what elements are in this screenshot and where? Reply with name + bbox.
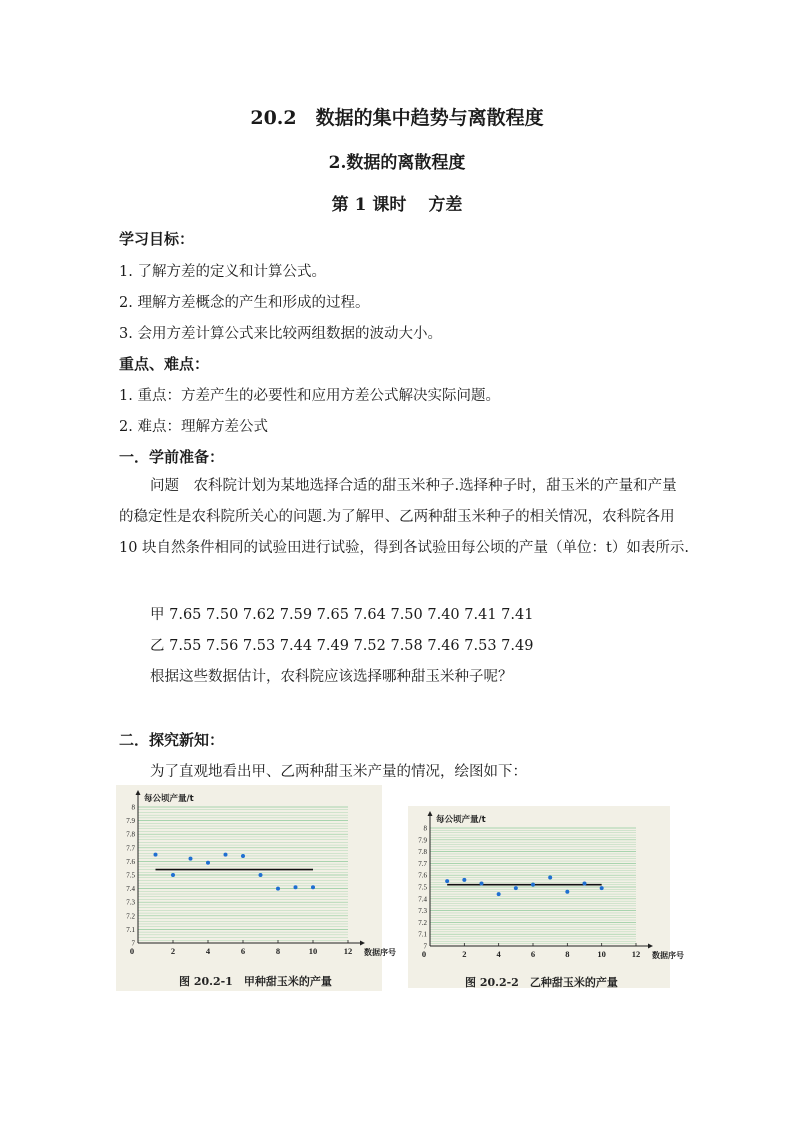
data-point xyxy=(548,876,552,880)
key-item-2: 2. 难点：理解方差公式 xyxy=(119,419,268,435)
y-tick-label: 7.7 xyxy=(418,859,427,868)
key-item-1: 1. 重点：方差产生的必要性和应用方差公式解决实际问题。 xyxy=(119,388,500,404)
figure-chart-2 xyxy=(408,806,684,988)
goals-heading: 学习目标： xyxy=(119,230,195,248)
question-text: 根据这些数据估计，农科院应该选择哪种甜玉米种子呢？ xyxy=(150,669,513,685)
goal-item-2: 2. 理解方差概念的产生和形成的过程。 xyxy=(119,295,370,311)
lesson-number: 第 1 课时 xyxy=(331,195,407,215)
y-axis-label: 每公顷产量/t xyxy=(436,815,486,825)
y-tick-label: 7.5 xyxy=(126,871,135,880)
prep-heading: 一．学前准备： xyxy=(119,448,225,466)
y-axis-label: 每公顷产量/t xyxy=(144,794,194,804)
goal-item-1: 1. 了解方差的定义和计算公式。 xyxy=(119,264,326,280)
y-tick-label: 7.5 xyxy=(418,883,427,892)
x-tick-label: 6 xyxy=(240,946,246,956)
y-tick-label: 7.4 xyxy=(126,885,135,894)
y-tick-label: 8 xyxy=(131,803,135,812)
x-tick-label: 8 xyxy=(275,946,281,956)
data-point xyxy=(531,883,535,887)
data-point xyxy=(565,890,569,894)
x-tick-label: 10 xyxy=(597,949,606,959)
x-axis-label: 数据序号 xyxy=(364,948,396,957)
data-point xyxy=(154,853,158,857)
problem-paragraph: 问题 农科院计划为某地选择合适的甜玉米种子.选择种子时，甜玉米的产量和产量的稳定性是农科院所关心的问题.为了解甲、乙两种甜玉米种子的相关情况，农科院各用 10 块自然条件相同的试验田进行试验，得到各试验田每公顷的产量（单位：t）如表所示. xyxy=(119,478,689,556)
data-point xyxy=(583,881,587,885)
data-point xyxy=(311,885,315,889)
y-axis-arrow xyxy=(136,790,141,795)
x-axis-arrow xyxy=(648,944,653,949)
figure-chart-1 xyxy=(116,785,396,991)
y-tick-label: 7.3 xyxy=(126,898,135,907)
explore-intro: 为了直观地看出甲、乙两种甜玉米产量的情况，绘图如下： xyxy=(150,764,527,780)
y-tick-label: 8 xyxy=(423,824,427,833)
x-tick-label: 4 xyxy=(205,946,211,956)
goal-item-3: 3. 会用方差计算公式来比较两组数据的波动大小。 xyxy=(119,326,442,342)
x-tick-label: 12 xyxy=(631,949,641,959)
data-point xyxy=(171,873,175,877)
y-tick-label: 7.3 xyxy=(418,907,427,916)
data-point xyxy=(462,878,466,882)
x-tick-label: 0 xyxy=(129,946,135,956)
data-point xyxy=(514,886,518,890)
y-tick-label: 7.4 xyxy=(418,895,427,904)
data-point xyxy=(445,879,449,883)
figure-caption-2: 图 20.2-2 乙种甜玉米的产量 xyxy=(465,976,618,989)
y-tick-label: 7.9 xyxy=(126,817,135,826)
lesson-title xyxy=(0,190,794,215)
data-point xyxy=(480,881,484,885)
y-axis-arrow xyxy=(428,811,433,816)
x-tick-label: 0 xyxy=(421,949,427,959)
data-point xyxy=(294,885,298,889)
x-tick-label: 4 xyxy=(496,949,501,959)
data-point xyxy=(276,887,280,891)
y-tick-label: 7.8 xyxy=(418,848,427,857)
figure-caption-1: 图 20.2-1 甲种甜玉米的产量 xyxy=(179,975,332,988)
y-tick-label: 7.6 xyxy=(418,871,427,880)
y-tick-label: 7.6 xyxy=(126,857,135,866)
x-axis-label: 数据序号 xyxy=(652,951,684,960)
y-tick-label: 7.1 xyxy=(418,930,427,939)
data-point xyxy=(224,853,228,857)
data-point xyxy=(497,892,501,896)
data-row-a: 甲 7.65 7.50 7.62 7.59 7.65 7.64 7.50 7.40 7.41 7.41 xyxy=(150,607,534,623)
key-heading: 重点、难点： xyxy=(119,355,210,373)
y-tick-label: 7.9 xyxy=(418,836,427,845)
x-tick-label: 10 xyxy=(308,946,318,956)
data-point xyxy=(241,854,245,858)
y-tick-label: 7.2 xyxy=(126,912,135,921)
x-tick-label: 2 xyxy=(462,949,467,959)
data-point xyxy=(600,886,604,890)
y-tick-label: 7.1 xyxy=(126,925,135,934)
explore-heading: 二．探究新知： xyxy=(119,731,225,749)
x-tick-label: 2 xyxy=(170,946,176,956)
subsection-title: 2.数据的离散程度 xyxy=(328,153,466,173)
data-row-b: 乙 7.55 7.56 7.53 7.44 7.49 7.52 7.58 7.46 7.53 7.49 xyxy=(150,638,534,654)
y-tick-label: 7.2 xyxy=(418,918,427,927)
y-tick-label: 7.7 xyxy=(126,844,135,853)
data-point xyxy=(206,861,210,865)
x-axis-arrow xyxy=(360,941,365,946)
y-tick-label: 7 xyxy=(131,939,135,948)
scatter-chart-1 xyxy=(116,785,396,991)
data-point xyxy=(259,873,263,877)
scatter-chart-2 xyxy=(408,806,684,988)
x-tick-label: 8 xyxy=(565,949,570,959)
data-point xyxy=(189,857,193,861)
x-tick-label: 12 xyxy=(343,946,353,956)
y-tick-label: 7.8 xyxy=(126,830,135,839)
lesson-topic: 方差 xyxy=(428,195,463,215)
y-tick-label: 7 xyxy=(423,942,427,951)
x-tick-label: 6 xyxy=(530,949,536,959)
section-title: 20.2 数据的集中趋势与离散程度 xyxy=(250,107,544,129)
